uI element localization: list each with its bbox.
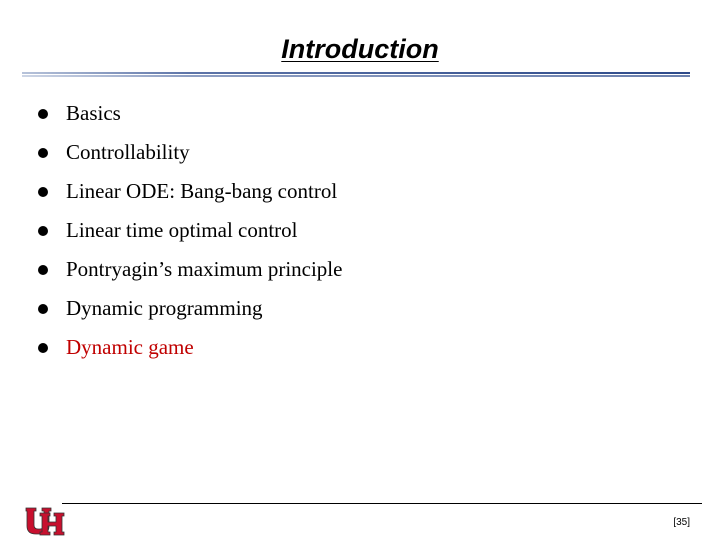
title-divider [22,72,690,77]
list-item [36,172,342,211]
bullet-label: Linear ODE: Bang-bang control [66,179,338,203]
bullet-icon [38,304,48,314]
bullet-label: Pontryagin’s maximum principle [66,257,343,281]
uh-interlocking-logo-icon [22,504,68,538]
bullet-icon [38,109,48,119]
bullet-list [36,94,342,367]
bullet-label: Dynamic programming [66,296,263,320]
bullet-icon [38,265,48,275]
list-item [36,250,342,289]
bullet-label: Linear time optimal control [66,218,298,242]
bullet-label: Basics [66,101,121,125]
slide-title: Introduction [281,34,439,64]
list-item [36,94,342,133]
bullet-icon [38,343,48,353]
bullet-label: Dynamic game [66,335,194,359]
footer-divider [62,503,702,504]
list-item [36,133,342,172]
list-item [36,289,342,328]
list-item-highlighted [36,328,342,367]
bullet-label: Controllability [66,140,190,164]
bullet-icon [38,187,48,197]
list-item [36,211,342,250]
bullet-icon [38,226,48,236]
page-number: [35] [673,517,690,528]
bullet-icon [38,148,48,158]
